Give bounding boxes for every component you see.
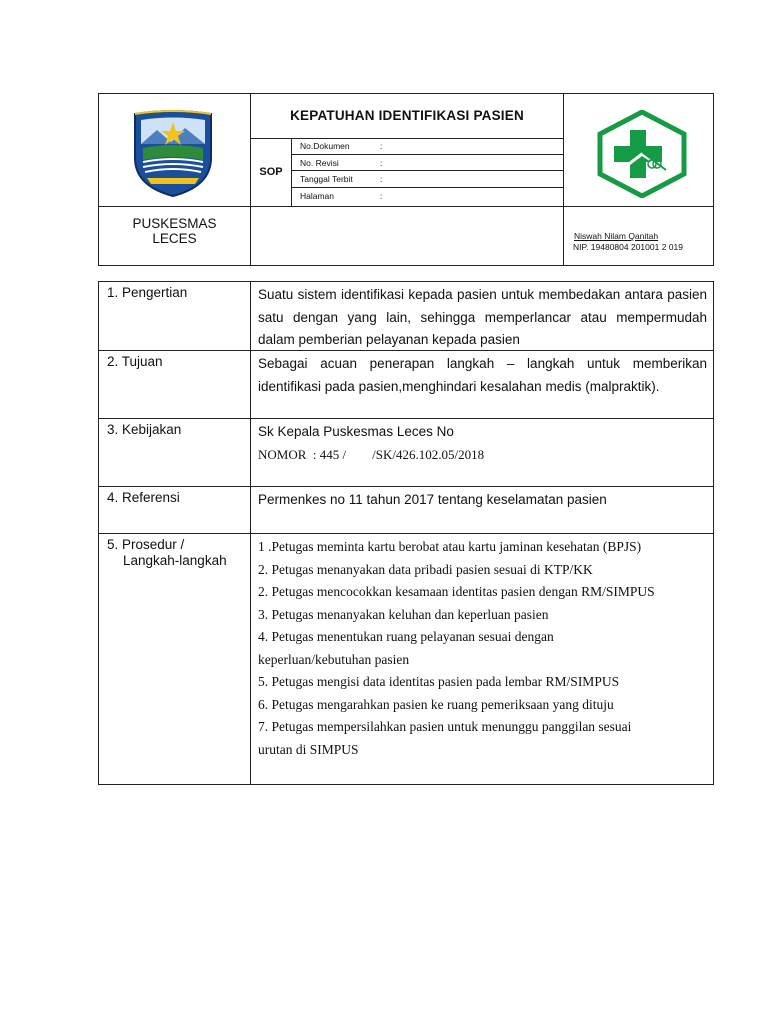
meta-row <box>292 155 563 172</box>
sop-label: SOP <box>251 138 292 206</box>
kabupaten-crest-icon <box>131 108 215 198</box>
section-row <box>99 351 713 419</box>
meta-row <box>292 188 563 205</box>
organization-name <box>99 207 250 266</box>
signer-name: Niswah Nilam Qanitah <box>574 231 659 241</box>
meta-label: Halaman <box>300 190 335 201</box>
meta-colon: : <box>380 157 383 168</box>
procedure-step: 7. Petugas mempersilahkan pasien untuk menunggu panggilan sesuai <box>258 719 632 734</box>
section-label-line: Langkah-langkah <box>123 553 227 568</box>
organization-line: LECES <box>152 231 197 246</box>
procedure-step: 2. Petugas mencocokkan kesamaan identitas pasien dengan RM/SIMPUS <box>258 584 655 599</box>
procedure-step: 1 .Petugas meminta kartu berobat atau kartu jaminan kesehatan (BPJS) <box>258 539 642 554</box>
section-row <box>99 282 713 351</box>
sop-content-table <box>98 281 714 785</box>
policy-number: NOMOR : 445 / /SK/426.102.05/2018 <box>258 446 485 462</box>
section-text: Sebagai acuan penerapan langkah – langkah untuk memberikan identifikasi pada pasien,menghindari kesalahan medis (malpraktik). <box>258 356 707 394</box>
procedure-step: 6. Petugas mengarahkan pasien ke ruang pemeriksaan yang dituju <box>258 696 614 712</box>
section-label: 3. Kebijakan <box>99 419 251 486</box>
section-text <box>251 419 713 466</box>
signer-nip: NIP. 19480804 201001 2 019 <box>573 242 683 252</box>
policy-line: Sk Kepala Puskesmas Leces No <box>258 424 454 439</box>
procedure-step: 2. Petugas menanyakan data pribadi pasien sesuai di KTP/KK <box>258 561 593 577</box>
section-text: Suatu sistem identifikasi kepada pasien untuk membedakan antara pasien satu dengan yang lain, sehingga memperlancar atau mempermudah dalam pemberian pelayanan kepada pasien <box>258 287 707 347</box>
procedure-step: 5. Petugas mengisi data identitas pasien pada lembar RM/SIMPUS <box>258 674 620 689</box>
document-meta <box>292 138 563 206</box>
meta-label: No.Dokumen <box>300 141 350 151</box>
procedure-step: urutan di SIMPUS <box>258 741 359 757</box>
procedure-step: 3. Petugas menanyakan keluhan dan keperluan pasien <box>258 606 549 622</box>
meta-label: Tanggal Terbit <box>300 174 353 184</box>
meta-label: No. Revisi <box>300 157 339 168</box>
section-label <box>99 534 251 784</box>
section-row <box>99 534 713 784</box>
meta-row <box>292 171 563 188</box>
puskesmas-logo-icon <box>596 110 688 198</box>
procedure-steps <box>251 534 713 761</box>
section-label: 4. Referensi <box>99 487 251 533</box>
section-text: Permenkes no 11 tahun 2017 tentang keselamatan pasien <box>258 492 607 507</box>
sop-header-table <box>98 93 714 266</box>
section-label: 1. Pengertian <box>99 282 251 350</box>
section-label: 2. Tujuan <box>99 351 251 418</box>
procedure-step: keperluan/kebutuhan pasien <box>258 651 410 667</box>
meta-colon: : <box>380 174 383 184</box>
signature-block <box>564 207 715 266</box>
document-title: KEPATUHAN IDENTIFIKASI PASIEN <box>251 94 563 139</box>
organization-line: PUSKESMAS <box>132 216 217 231</box>
meta-colon: : <box>380 141 383 151</box>
section-label-line: 5. Prosedur / <box>107 537 185 552</box>
meta-row <box>292 138 563 155</box>
procedure-step: 4. Petugas menentukan ruang pelayanan sesuai dengan <box>258 629 554 644</box>
section-row <box>99 419 713 487</box>
section-row <box>99 487 713 534</box>
meta-colon: : <box>380 190 383 201</box>
